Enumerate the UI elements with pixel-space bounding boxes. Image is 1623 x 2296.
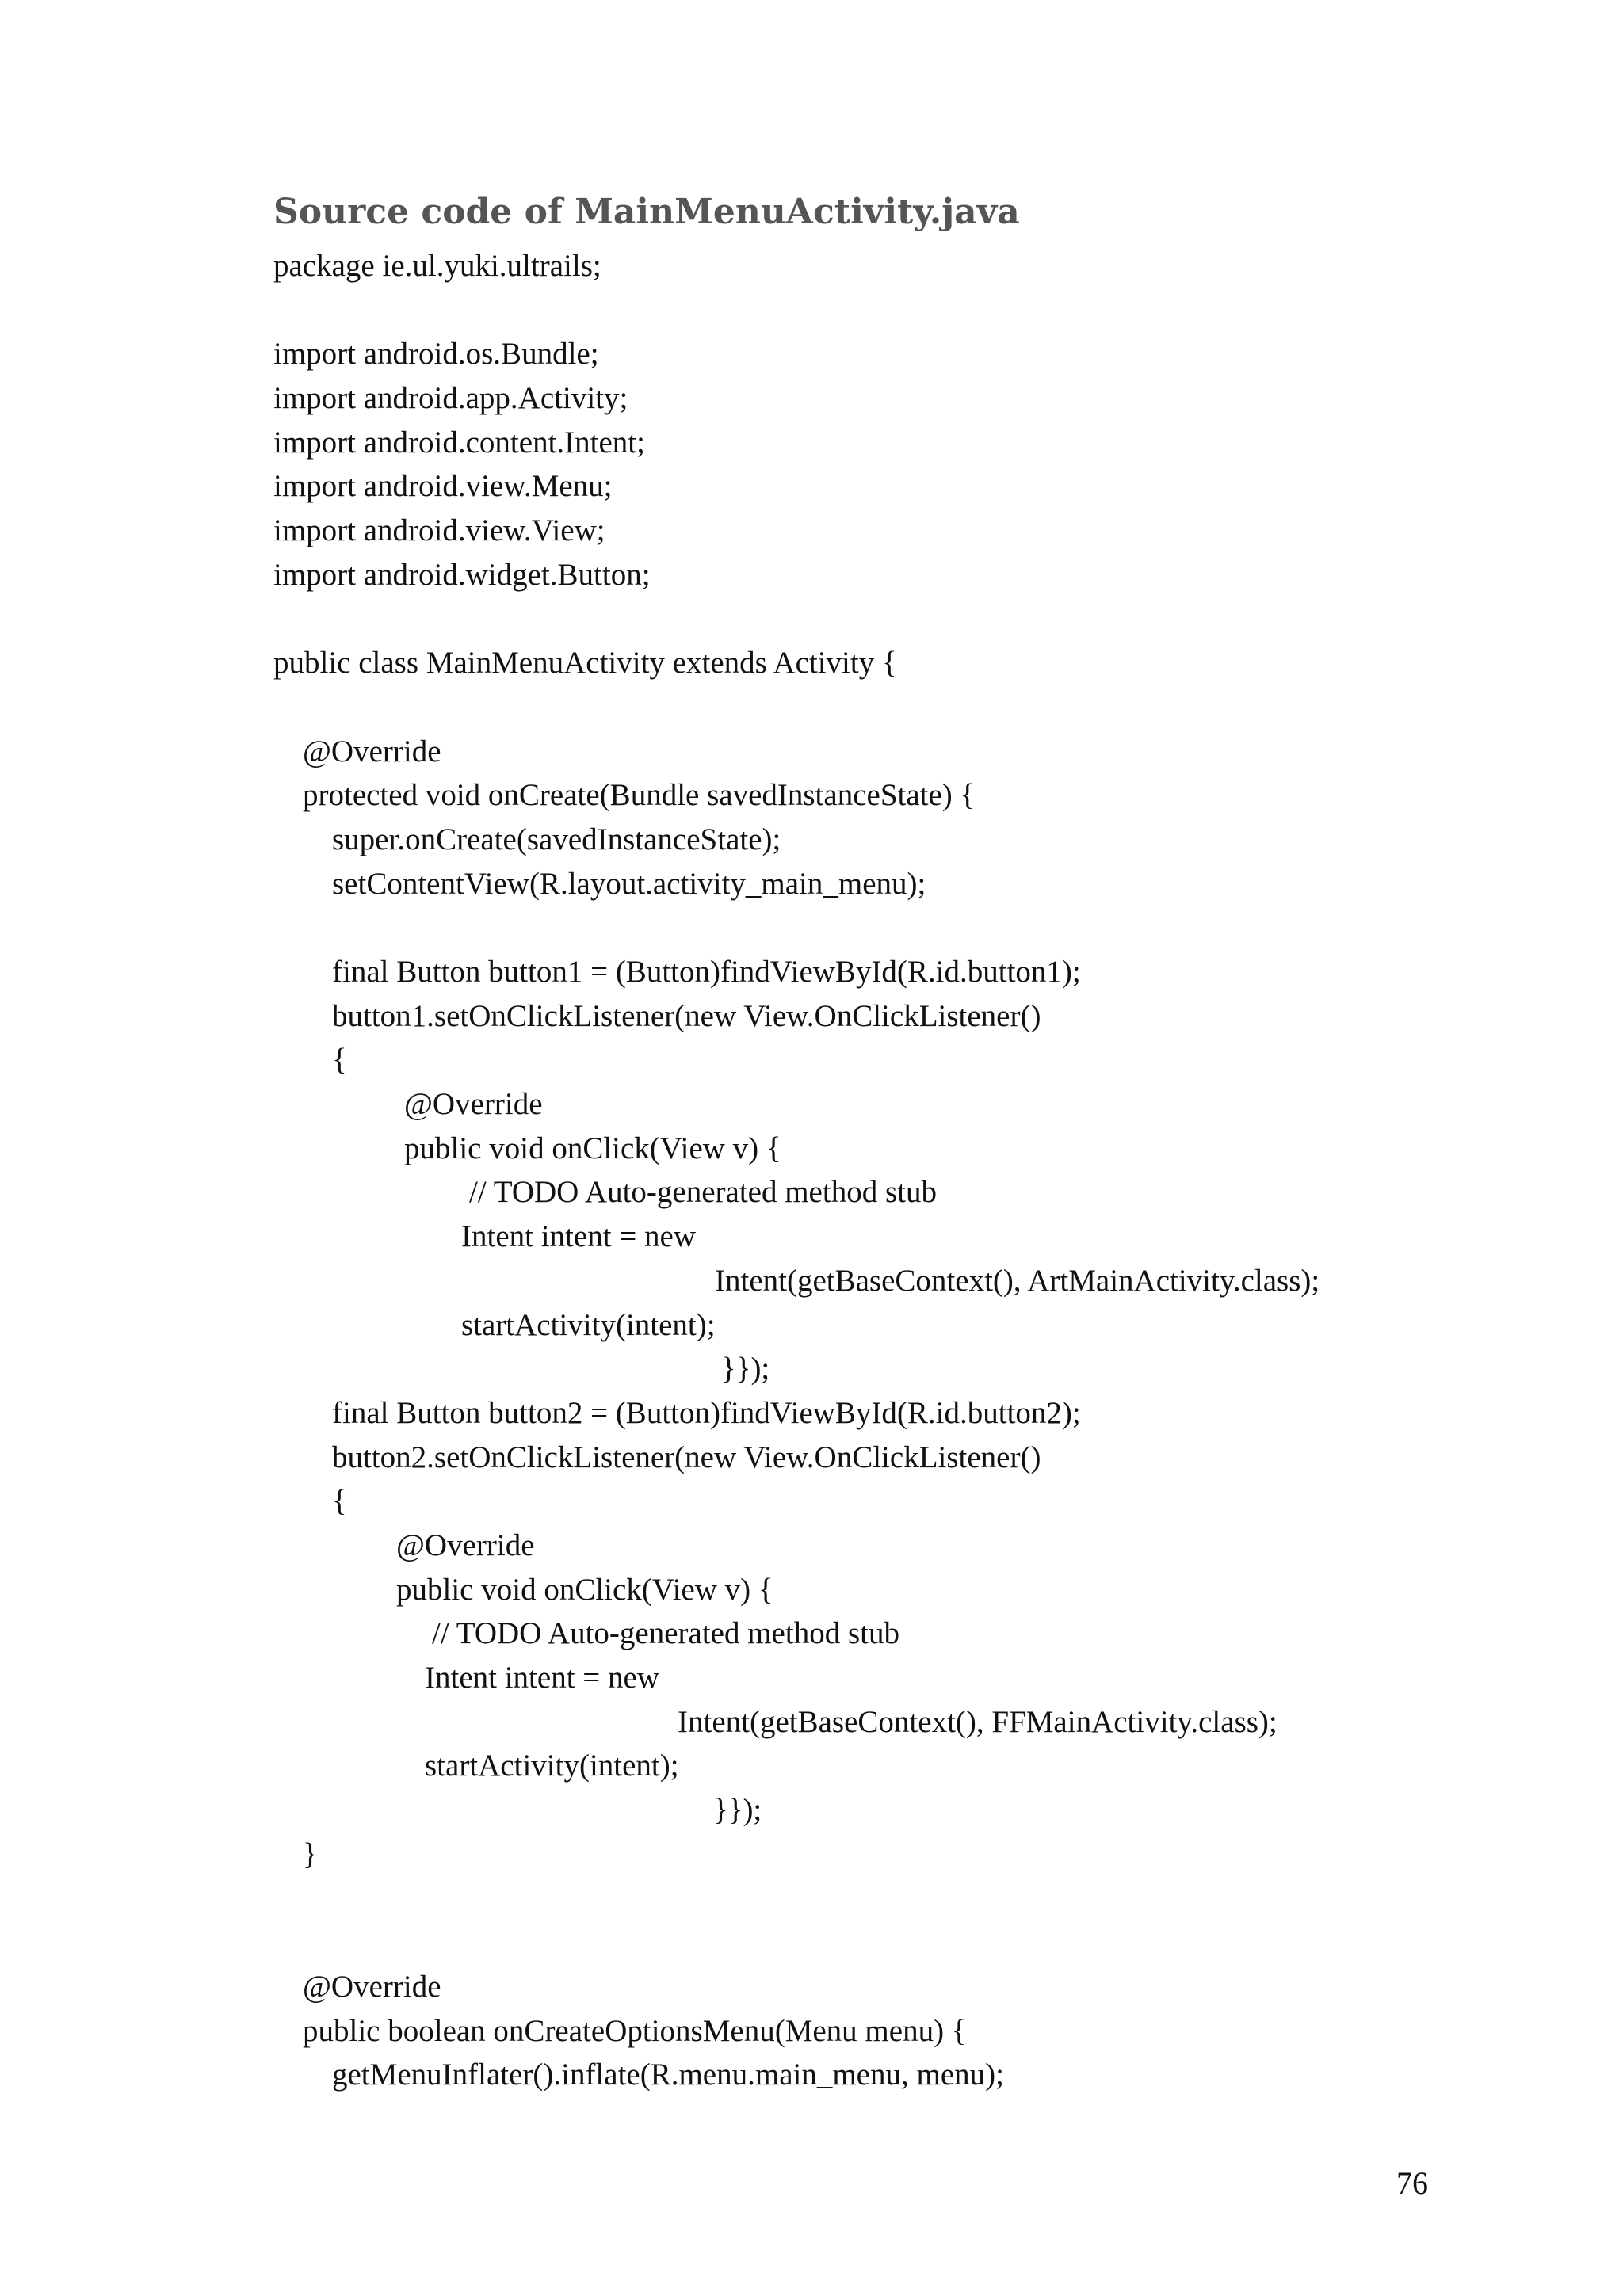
code-line: final Button button2 = (Button)findViewById(R.id.button2);	[332, 1395, 1081, 1430]
code-line: import android.view.Menu;	[273, 469, 613, 504]
code-line	[273, 288, 1319, 333]
code-line: }});	[721, 1352, 770, 1386]
section-heading: Source code of MainMenuActivity.java	[273, 192, 1020, 232]
code-line: // TODO Auto-generated method stub	[432, 1616, 899, 1651]
code-line: @Override	[404, 1087, 543, 1122]
code-line: button2.setOnClickListener(new View.OnClickListener()	[332, 1440, 1041, 1474]
code-line	[273, 1876, 1319, 1920]
code-line: import android.view.View;	[273, 513, 605, 548]
code-line: Intent(getBaseContext(), FFMainActivity.class);	[678, 1704, 1277, 1739]
code-line: setContentView(R.layout.activity_main_menu);	[332, 866, 926, 901]
code-line: protected void onCreate(Bundle savedInstanceState) {	[303, 778, 976, 813]
code-listing	[273, 244, 1319, 2097]
code-line: {	[332, 1484, 347, 1519]
code-line: // TODO Auto-generated method stub	[469, 1175, 937, 1210]
code-line: @Override	[303, 1969, 441, 2004]
code-line: {	[332, 1043, 347, 1077]
code-line: }});	[713, 1793, 762, 1828]
code-line: @Override	[396, 1527, 535, 1562]
code-line	[273, 685, 1319, 730]
code-line: }	[303, 1836, 318, 1871]
code-line	[273, 1920, 1319, 1965]
code-line: @Override	[303, 734, 441, 769]
code-line: import android.os.Bundle;	[273, 337, 599, 372]
code-line: button1.setOnClickListener(new View.OnClickListener()	[332, 998, 1041, 1033]
code-line: startActivity(intent);	[461, 1307, 716, 1342]
code-line: public void onClick(View v) {	[404, 1131, 781, 1165]
code-line: Intent intent = new	[425, 1661, 660, 1695]
code-line: public boolean onCreateOptionsMenu(Menu menu) {	[303, 2013, 967, 2048]
code-line: Intent intent = new	[461, 1219, 697, 1254]
code-line: import android.widget.Button;	[273, 557, 651, 592]
code-line: getMenuInflater().inflate(R.menu.main_menu, menu);	[332, 2058, 1004, 2092]
code-line: public void onClick(View v) {	[396, 1572, 773, 1607]
code-line: final Button button1 = (Button)findViewById(R.id.button1);	[332, 955, 1081, 989]
code-line	[273, 906, 1319, 950]
code-line: public class MainMenuActivity extends Activity {	[273, 646, 897, 681]
code-line: Intent(getBaseContext(), ArtMainActivity.class);	[715, 1263, 1320, 1298]
page-number: 76	[1396, 2165, 1428, 2201]
code-line: package ie.ul.yuki.ultrails;	[273, 249, 601, 283]
code-line: import android.app.Activity;	[273, 381, 628, 416]
code-line: import android.content.Intent;	[273, 425, 645, 460]
code-line: startActivity(intent);	[425, 1749, 679, 1783]
code-line	[273, 597, 1319, 642]
code-line: super.onCreate(savedInstanceState);	[332, 822, 781, 856]
